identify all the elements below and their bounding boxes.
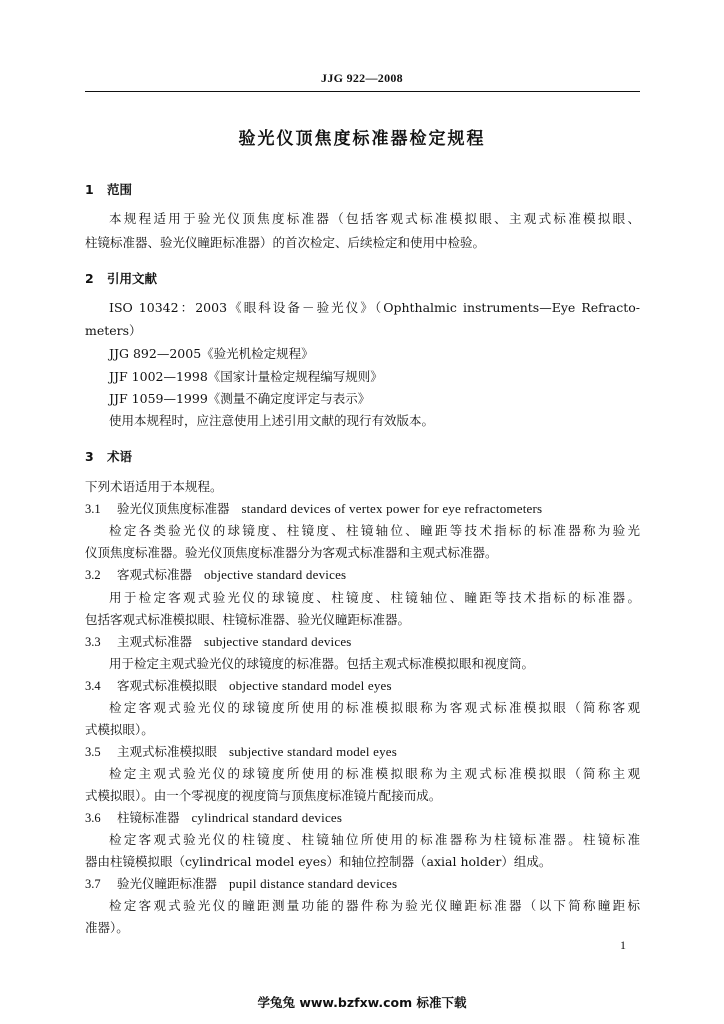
standard-code-header: JJG 922—2008: [321, 71, 403, 85]
term-number: 3.5: [85, 745, 101, 759]
reference-note: 使用本规程时，应注意使用上述引用文献的现行有效版本。: [109, 413, 435, 428]
term-definition-line: 准器）。: [85, 920, 129, 935]
term-number: 3.1: [85, 502, 101, 516]
reference-item-continued: meters）: [85, 323, 142, 338]
term-chinese: 客观式标准器: [117, 567, 193, 582]
term-definition-line: 用于检定主观式验光仪的球镜度的标准器。包括主观式标准模拟眼和视度筒。: [109, 656, 535, 671]
scope-paragraph-line: 柱镜标准器、验光仪瞳距标准器）的首次检定、后续检定和使用中检验。: [85, 235, 486, 250]
term-number: 3.6: [85, 811, 101, 825]
term-english: standard devices of vertex power for eye refractometers: [241, 501, 543, 516]
term-definition-line: 检定客观式验光仪的球镜度所使用的标准模拟眼称为客观式标准模拟眼（简称客观: [109, 700, 640, 715]
term-definition-line: 检定客观式验光仪的瞳距测量功能的器件称为验光仪瞳距标准器（以下简称瞳距标: [109, 898, 640, 913]
term-heading: [85, 633, 640, 651]
term-number: 3.3: [85, 635, 101, 649]
term-chinese: 验光仪顶焦度标准器: [117, 501, 230, 516]
terms-intro: 下列术语适用于本规程。: [85, 479, 223, 494]
term-heading: [85, 875, 640, 893]
section-number: 2: [85, 271, 94, 286]
scope-paragraph-line: 本规程适用于验光仪顶焦度标准器（包括客观式标准模拟眼、主观式标准模拟眼、: [109, 211, 640, 226]
term-english: pupil distance standard devices: [228, 876, 398, 891]
term-english: subjective standard devices: [203, 634, 352, 649]
term-number: 3.4: [85, 679, 101, 693]
reference-item: JJG 892—2005《验光机检定规程》: [109, 346, 314, 361]
term-definition-line: 检定主观式验光仪的球镜度所使用的标准模拟眼称为主观式标准模拟眼（简称主观: [109, 766, 640, 781]
header-divider: [85, 91, 640, 92]
reference-item: ISO 10342：2003《眼科设备－验光仪》（Ophthalmic instruments—Eye Refracto-: [109, 300, 640, 315]
document-title: 验光仪顶焦度标准器检定规程: [238, 129, 486, 149]
term-definition-line: 式模拟眼）。由一个零视度的视度筒与顶焦度标准镜片配接而成。: [85, 788, 442, 803]
term-english: objective standard devices: [203, 567, 347, 582]
term-chinese: 客观式标准模拟眼: [117, 678, 218, 693]
section-heading-terms: [85, 447, 132, 465]
section-title: 术语: [107, 449, 133, 464]
section-number: 3: [85, 449, 94, 464]
term-definition-line: 仪顶焦度标准器。验光仪顶焦度标准器分为客观式标准器和主观式标准器。: [85, 545, 498, 560]
term-definition-line: 包括客观式标准模拟眼、柱镜标准器、验光仪瞳距标准器。: [85, 612, 411, 627]
term-chinese: 主观式标准器: [117, 634, 193, 649]
term-definition-line: 检定各类验光仪的球镜度、柱镜度、柱镜轴位、瞳距等技术指标的标准器称为验光: [109, 523, 640, 538]
term-heading: [85, 566, 640, 584]
section-title: 引用文献: [107, 271, 158, 286]
term-definition-line: 用于检定客观式验光仪的球镜度、柱镜度、柱镜轴位、瞳距等技术指标的标准器。: [109, 590, 640, 605]
term-heading: [85, 743, 640, 761]
term-number: 3.2: [85, 568, 101, 582]
page-number: 1: [620, 938, 626, 952]
section-title: 范围: [107, 182, 133, 197]
term-english: objective standard model eyes: [228, 678, 392, 693]
term-number: 3.7: [85, 877, 101, 891]
section-heading-references: [85, 269, 157, 287]
term-chinese: 验光仪瞳距标准器: [117, 876, 218, 891]
footer-watermark: 学兔兔 www.bzfxw.com 标准下载: [257, 995, 467, 1010]
section-heading-scope: [85, 180, 132, 198]
term-chinese: 柱镜标准器: [117, 810, 180, 825]
reference-item: JJF 1002—1998《国家计量检定规程编写规则》: [109, 369, 383, 384]
reference-item: JJF 1059—1999《测量不确定度评定与表示》: [109, 391, 371, 406]
term-chinese: 主观式标准模拟眼: [117, 744, 218, 759]
term-definition-line: 检定客观式验光仪的柱镜度、柱镜轴位所使用的标准器称为柱镜标准器。柱镜标准: [109, 832, 640, 847]
term-heading: [85, 809, 640, 827]
term-definition-line: 器由柱镜模拟眼（cylindrical model eyes）和轴位控制器（axial holder）组成。: [85, 854, 552, 869]
term-definition-line: 式模拟眼）。: [85, 722, 154, 737]
term-heading: [85, 500, 640, 518]
term-english: subjective standard model eyes: [228, 744, 398, 759]
term-english: cylindrical standard devices: [191, 810, 343, 825]
term-heading: [85, 677, 640, 695]
section-number: 1: [85, 182, 94, 197]
